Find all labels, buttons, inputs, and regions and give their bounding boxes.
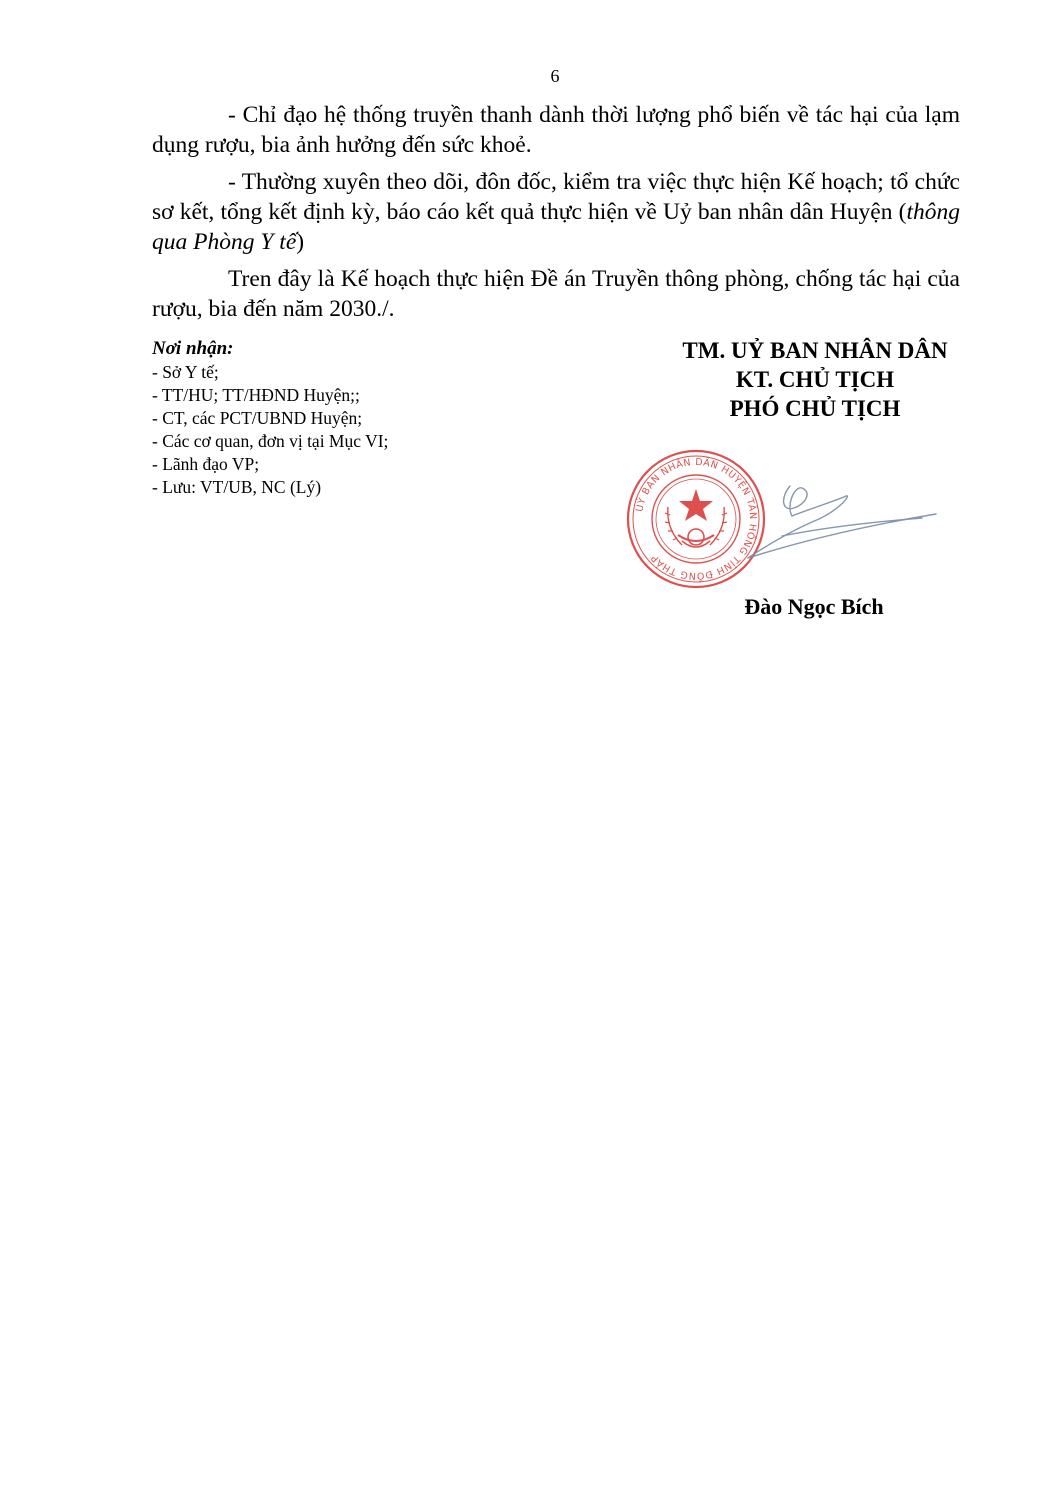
- paragraph-italic-note: thông qua Phòng Y tế: [152, 199, 960, 255]
- recipients-list: [152, 361, 532, 499]
- recipients-title: Nơi nhận:: [152, 338, 234, 359]
- paragraph-closing: [152, 264, 960, 324]
- recipient-item: - Lãnh đạo VP;: [152, 454, 260, 474]
- handwritten-signature: [742, 478, 938, 570]
- recipients-block: [152, 337, 532, 499]
- paragraph-monitoring: [152, 167, 960, 257]
- signature-authority-line: TM. UỶ BAN NHÂN DÂN: [682, 338, 948, 363]
- signature-position-line: PHÓ CHỦ TỊCH: [729, 396, 901, 421]
- seal-text: UỶ BAN NHÂN DÂN HUYỆN TÂN HỒNG TỈNH ĐỒNG THÁP: [634, 456, 759, 582]
- recipient-item: - Sở Y tế;: [152, 362, 219, 382]
- recipient-item: - Lưu: VT/UB, NC (Lý): [152, 477, 322, 497]
- paragraph-text: - Thường xuyên theo dõi, đôn đốc, kiểm tra việc thực hiện Kế hoạch; tổ chức sơ kết, tổng kết định kỳ, báo cáo kết quả thực hiện về Uỷ ban nhân dân Huyện (: [152, 169, 960, 225]
- page-number: 6: [550, 66, 560, 86]
- recipient-item: - Các cơ quan, đơn vị tại Mục VI;: [152, 431, 389, 451]
- signer-name: Đào Ngọc Bích: [744, 594, 884, 619]
- paragraph-suffix: ): [296, 229, 305, 255]
- signature-block: [620, 336, 1010, 423]
- recipient-item: - TT/HU; TT/HĐND Huyện;;: [152, 385, 360, 405]
- document-body: [152, 100, 960, 331]
- signature-delegation-line: KT. CHỦ TỊCH: [735, 367, 895, 392]
- paragraph-text: - Chỉ đạo hệ thống truyền thanh dành thời lượng phổ biến về tác hại của lạm dụng rượu, bia ảnh hưởng đến sức khoẻ.: [152, 102, 960, 158]
- recipient-item: - CT, các PCT/UBND Huyện;: [152, 408, 363, 428]
- paragraph-text: Tren đây là Kế hoạch thực hiện Đề án Truyền thông phòng, chống tác hại của rượu, bia đến năm 2030./.: [152, 266, 960, 322]
- paragraph-broadcast: [152, 100, 960, 160]
